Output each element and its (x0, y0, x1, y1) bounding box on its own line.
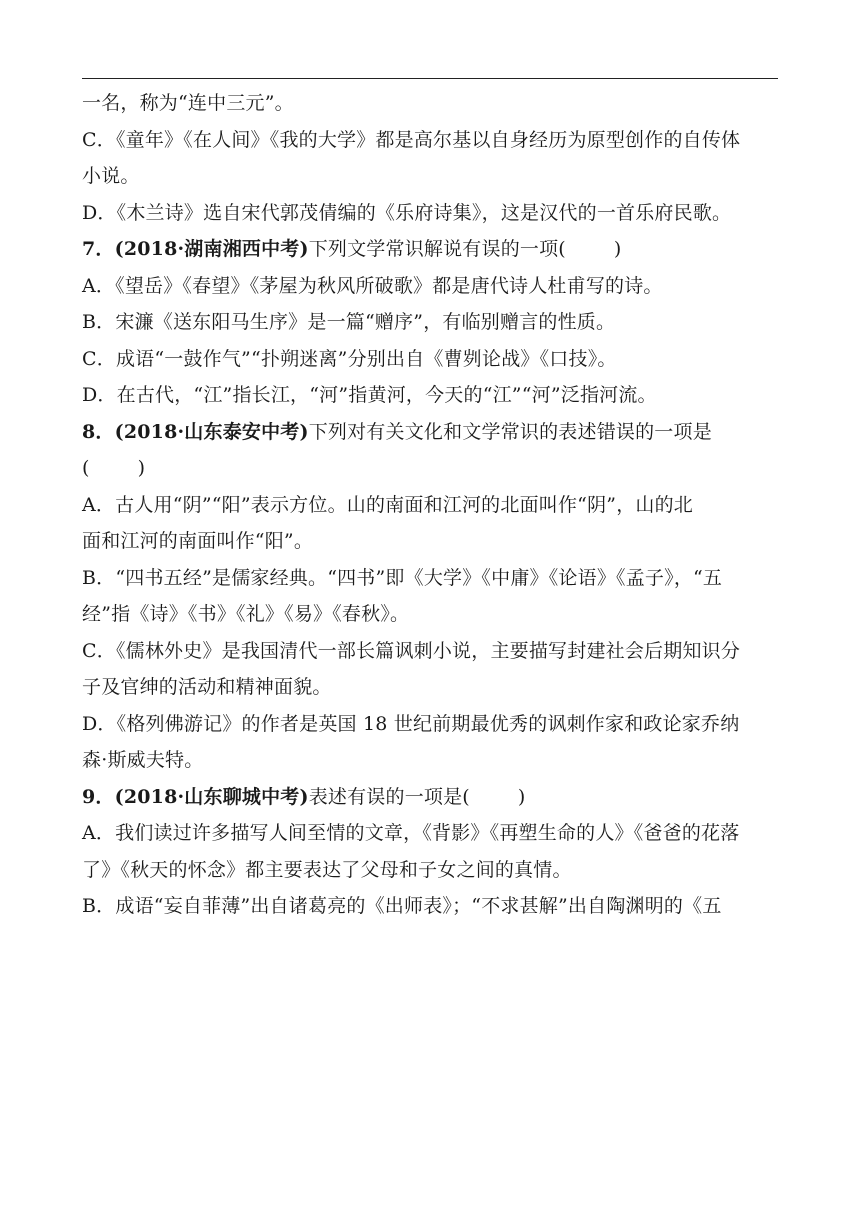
option-a-line: A．古人用“阴”“阳”表示方位。山的南面和江河的北面叫作“阴”，山的北 (82, 493, 694, 516)
option-c-line: C．《儒林外史》是我国清代一部长篇讽刺小说，主要描写封建社会后期知识分 (82, 639, 741, 662)
option-c-line: C．成语“一鼓作气”“扑朔迷离”分别出自《曹刿论战》《口技》。 (82, 347, 617, 370)
option-d-line: D．《格列佛游记》的作者是英国 18 世纪前期最优秀的讽刺作家和政论家乔纳 (82, 712, 740, 735)
answer-close-paren: ) (613, 238, 622, 260)
option-c-line: C．《童年》《在人间》《我的大学》都是高尔基以自身经历为原型创作的自传体 (82, 128, 741, 151)
question-stem: 下列对有关文化和文学常识的表述错误的一项是 (308, 420, 712, 443)
question-number: 8． (82, 420, 115, 443)
question-number: 9． (82, 785, 115, 808)
text-line: 经”指《诗》《书》《礼》《易》《春秋》。 (82, 603, 410, 625)
document-body (82, 85, 782, 925)
option-b-line: B．成语“妄自菲薄”出自诸葛亮的《出师表》；“不求甚解”出自陶渊明的《五 (82, 895, 722, 917)
question-7 (82, 231, 782, 268)
question-number: 7． (82, 238, 115, 260)
question-9 (82, 779, 782, 816)
question-stem: 下列文学常识解说有误的一项( (308, 238, 566, 260)
answer-close-paren: ) (137, 457, 146, 479)
text-line: 小说。 (82, 165, 140, 187)
question-8-answer (82, 450, 782, 487)
text-line: 子及官绅的活动和精神面貌。 (82, 676, 332, 698)
answer-open-paren: ( (82, 457, 90, 479)
option-b-line: B．“四书五经”是儒家经典。“四书”即《大学》《中庸》《论语》《孟子》，“五 (82, 566, 723, 589)
question-source: (2018·湖南湘西中考) (114, 238, 309, 260)
option-d-line: D．《木兰诗》选自宋代郭茂倩编的《乐府诗集》，这是汉代的一首乐府民歌。 (82, 201, 732, 224)
question-source: (2018·山东泰安中考) (114, 420, 309, 443)
question-8 (82, 414, 782, 451)
question-source: (2018·山东聊城中考) (114, 785, 309, 808)
option-d-line: D．在古代，“江”指长江，“河”指黄河，今天的“江”“河”泛指河流。 (82, 384, 657, 406)
text-line: 面和江河的南面叫作“阳”。 (82, 530, 314, 552)
text-line: 一名，称为“连中三元”。 (82, 92, 294, 114)
option-a-line: A．《望岳》《春望》《茅屋为秋风所破歌》都是唐代诗人杜甫写的诗。 (82, 274, 663, 297)
question-stem: 表述有误的一项是( (308, 785, 470, 808)
answer-close-paren: ) (517, 785, 526, 808)
text-line: 了》《秋天的怀念》都主要表达了父母和子女之间的真情。 (82, 858, 572, 881)
option-a-line: A．我们读过许多描写人间至情的文章，《背影》《再塑生命的人》《爸爸的花落 (82, 822, 740, 844)
text-line: 森·斯威夫特。 (82, 749, 204, 771)
header-rule (82, 78, 778, 79)
option-b-line: B．宋濂《送东阳马生序》是一篇“赠序”，有临别赠言的性质。 (82, 311, 616, 333)
